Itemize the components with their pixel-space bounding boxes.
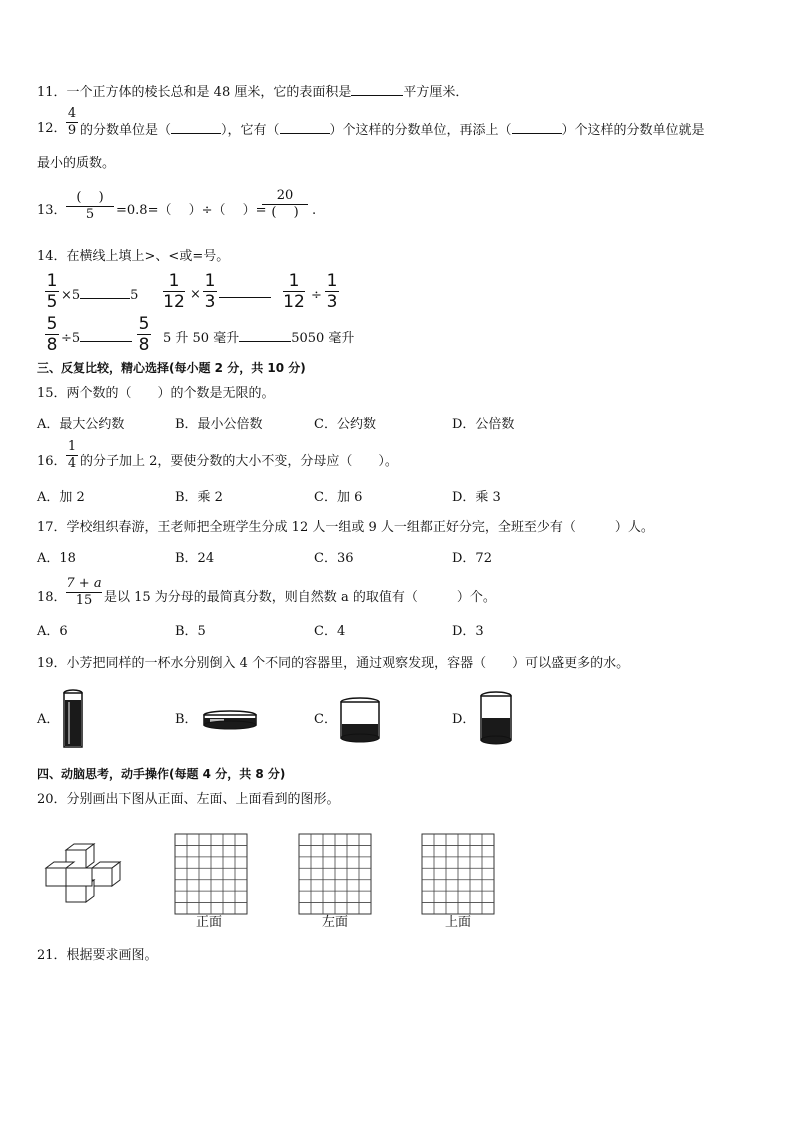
q18-option-b[interactable]: B．5: [175, 624, 206, 639]
container-c-wide-cup: [338, 696, 382, 744]
q14-r1a-num: 1: [46, 271, 58, 291]
q18-option-a[interactable]: A．6: [37, 624, 68, 639]
q14-r1b-n2: 1: [204, 271, 216, 291]
q17-option-b[interactable]: B．24: [175, 551, 215, 566]
q14-title: 14．在横线上填上>、<或=号。: [37, 249, 230, 264]
q13-fraction-1: [66, 191, 114, 222]
q16-number: 16．: [37, 454, 67, 469]
q19-option-a[interactable]: A．: [37, 712, 60, 727]
q19-option-d[interactable]: D．: [452, 712, 476, 727]
q14-r1a-blank[interactable]: [80, 286, 130, 299]
q14-r2a-tail: ÷5: [61, 331, 81, 346]
q16-text: 的分子加上 2，要使分数的大小不变，分母应（ ）。: [80, 454, 398, 469]
q14-r2a-den: 8: [46, 335, 58, 355]
question-11: [37, 83, 468, 101]
q14-r2a-num: 5: [46, 314, 58, 334]
q17-text: 17．学校组织春游，王老师把全班学生分成 12 人一组或 9 人一组都正好分完，全班至少有（ ）人。: [37, 520, 654, 535]
q18-fraction: [66, 577, 102, 608]
q18-frac-den: 15: [75, 593, 93, 608]
cube-stack-figure: [42, 842, 126, 904]
q15-option-a[interactable]: A．最大公约数: [37, 417, 125, 432]
container-b-flat-dish: [200, 708, 260, 734]
q17-option-c[interactable]: C．36: [314, 551, 354, 566]
q13-denominator: 5: [85, 207, 95, 222]
q17-option-a[interactable]: A．18: [37, 551, 76, 566]
q14-r1a-tail: ×5: [61, 288, 81, 303]
q18-option-c[interactable]: C．4: [314, 624, 346, 639]
q15-option-b[interactable]: B．最小公倍数: [175, 417, 263, 432]
q11-text: 11．一个正方体的棱长总和是 48 厘米，它的表面积是: [37, 85, 352, 100]
q16-option-a[interactable]: A．加 2: [37, 490, 85, 505]
question-12: [80, 121, 705, 139]
q13-end: .: [312, 203, 317, 218]
q14-r2b-den: 8: [138, 335, 150, 355]
q16-option-b[interactable]: B．乘 2: [175, 490, 223, 505]
q13-number: 13．: [37, 203, 67, 218]
q14-r2c-rhs: 5050 毫升: [291, 331, 355, 346]
q14-r2a-blank[interactable]: [80, 329, 132, 342]
q16-frac-den: 4: [67, 456, 77, 471]
q12-number: 12．: [37, 121, 67, 136]
q12-frac-denominator: 9: [67, 123, 77, 138]
q18-number: 18．: [37, 590, 67, 605]
container-d-medium-cup: [478, 690, 514, 746]
q14-r2a-fraction: [45, 315, 59, 354]
q17-option-d[interactable]: D．72: [452, 551, 492, 566]
q12-blank-1[interactable]: [171, 121, 221, 134]
q18-text: 是以 15 为分母的最简真分数，则自然数 a 的取值有（ ）个。: [104, 590, 496, 605]
q14-r1b-blank[interactable]: [219, 285, 271, 298]
q21-text: 21．根据要求画图。: [37, 948, 158, 963]
q14-r1a: [61, 286, 138, 304]
q14-r1b-frac-2: [203, 272, 217, 311]
section-4-heading: 四、动脑思考，动手操作(每题 4 分，共 8 分): [37, 767, 286, 781]
q13-blank-denominator[interactable]: ( ): [271, 205, 299, 220]
grid-left-view: [298, 833, 372, 915]
q12-p4: ）个这样的分数单位就是: [561, 123, 705, 138]
q12-p1: 的分数单位是（: [80, 123, 172, 138]
q14-r1c-frac-2: [325, 272, 339, 311]
q19-option-c[interactable]: C．: [314, 712, 337, 727]
grid-top-lines: [422, 834, 494, 914]
q20-text: 20．分别画出下图从正面、左面、上面看到的图形。: [37, 792, 340, 807]
q14-r2b-num: 5: [138, 314, 150, 334]
container-a-tall-cylinder: [60, 688, 86, 750]
q14-r1b-op: ×: [190, 287, 201, 302]
q16-option-d[interactable]: D．乘 3: [452, 490, 501, 505]
q19-option-b[interactable]: B．: [175, 712, 198, 727]
q14-r1b-d2: 3: [204, 292, 216, 312]
section-3-heading: 三、反复比较，精心选择(每小题 2 分，共 10 分): [37, 361, 306, 375]
q13-fraction-2: [262, 189, 308, 220]
q14-r1c-n1: 1: [288, 271, 300, 291]
grid-front-lines: [175, 834, 247, 914]
q14-r2c: [163, 329, 354, 347]
label-left-view: 左面: [322, 915, 349, 930]
q15-text: 15．两个数的（ ）的个数是无限的。: [37, 386, 275, 401]
q14-r2b-fraction: [137, 315, 151, 354]
q15-option-d[interactable]: D．公倍数: [452, 417, 515, 432]
q15-option-c[interactable]: C．公约数: [314, 417, 376, 432]
q13-blank-numerator[interactable]: ( ): [76, 190, 104, 205]
q14-r1c-d1: 12: [283, 292, 305, 312]
q16-fraction: [66, 440, 78, 471]
q12-frac-numerator: 4: [67, 106, 77, 121]
q14-r1a-den: 5: [46, 292, 58, 312]
label-front-view: 正面: [196, 915, 223, 930]
q12-blank-2[interactable]: [280, 121, 330, 134]
q14-r2a: [61, 329, 132, 347]
q14-r1b-d1: 12: [163, 292, 185, 312]
q12-fraction: [66, 107, 78, 138]
q12-line2: 最小的质数。: [37, 156, 116, 171]
q16-frac-num: 1: [67, 439, 77, 454]
q14-r1c-n2: 1: [326, 271, 338, 291]
q19-text: 19．小芳把同样的一杯水分别倒入 4 个不同的容器里，通过观察发现，容器（ ）可以盛更多的水。: [37, 656, 630, 671]
q14-r1b-frac-1: [163, 272, 185, 311]
grid-top-view: [421, 833, 495, 915]
q18-frac-num: 7 + a: [66, 576, 102, 591]
q12-p3: ）个这样的分数单位，再添上（: [329, 123, 512, 138]
q14-r1c-d2: 3: [326, 292, 338, 312]
q13-middle: =0.8=（ ）÷（ ）=: [116, 203, 267, 218]
grid-front-view: [174, 833, 248, 915]
q11-tail: 平方厘米．: [403, 85, 469, 100]
q14-r2c-lhs: 5 升 50 毫升: [163, 331, 240, 346]
grid-left-lines: [299, 834, 371, 914]
q13-numerator-2: 20: [276, 188, 294, 203]
q12-p2: ），它有（: [221, 123, 280, 138]
q14-r1a-rhs: 5: [130, 288, 139, 303]
q12-blank-3[interactable]: [512, 121, 562, 134]
q14-r1c-op: ÷: [311, 288, 322, 303]
q16-option-c[interactable]: C．加 6: [314, 490, 363, 505]
q11-answer-blank[interactable]: [351, 83, 403, 96]
q14-r2c-blank[interactable]: [239, 329, 291, 342]
q14-r1c-frac-1: [283, 272, 305, 311]
q14-r1a-fraction: [45, 272, 59, 311]
label-top-view: 上面: [445, 915, 472, 930]
q18-option-d[interactable]: D．3: [452, 624, 484, 639]
q14-r1b-n1: 1: [168, 271, 180, 291]
